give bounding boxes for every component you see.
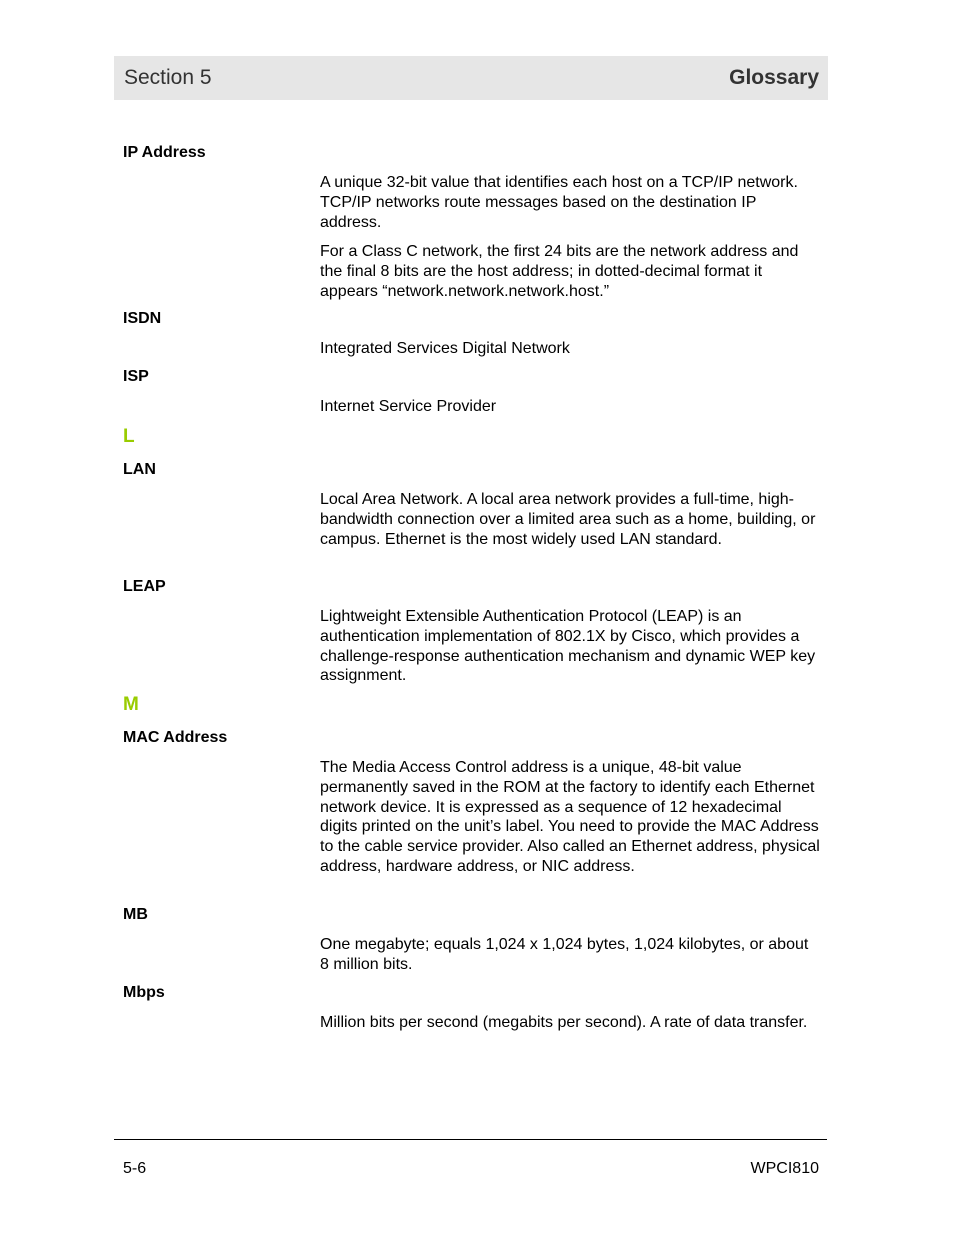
page-number: 5-6 — [123, 1160, 147, 1177]
section-letter: M — [123, 694, 139, 715]
section-label: Section 5 — [124, 66, 212, 89]
glossary-term: ISP — [123, 368, 149, 385]
glossary-term: MB — [123, 906, 148, 923]
page-header — [114, 56, 828, 100]
glossary-term: MAC Address — [123, 729, 228, 746]
page-title: Glossary — [729, 66, 819, 89]
glossary-definition: Million bits per second (megabits per second). A rate of data transfer. — [320, 1014, 808, 1031]
glossary-definition: For a Class C network, the first 24 bits are the network address and the final 8 bits are the host address; in dotted-decimal format it appears “network.network.network.host.” — [320, 243, 799, 300]
section-letter: L — [123, 426, 135, 447]
glossary-term: ISDN — [123, 310, 162, 327]
glossary-term: LEAP — [123, 578, 166, 595]
glossary-term: IP Address — [123, 144, 206, 161]
footer-divider — [114, 1139, 827, 1140]
glossary-term: Mbps — [123, 984, 165, 1001]
glossary-definition: Lightweight Extensible Authentication Protocol (LEAP) is an authentication implementation of 802.1X by Cisco, which provides a challenge-response authentication mechanism and dynamic WEP key assignment. — [320, 608, 816, 685]
glossary-definition: A unique 32-bit value that identifies each host on a TCP/IP network. TCP/IP networks route messages based on the destination IP address. — [320, 174, 798, 231]
glossary-definition: Integrated Services Digital Network — [320, 340, 570, 357]
glossary-definition: Local Area Network. A local area network provides a full-time, high-bandwidth connection over a limited area such as a home, building, or campus. Ethernet is the most widely used LAN standard. — [320, 491, 816, 548]
glossary-term: LAN — [123, 461, 156, 478]
glossary-definition: The Media Access Control address is a unique, 48-bit value permanently saved in the ROM at the factory to identify each Ethernet network device. It is expressed as a sequence of 12 hexadecimal digits printed on the unit’s label. You need to provide the MAC Address to the cable service provider. Also called an Ethernet address, physical address, hardware address, or NIC address. — [320, 759, 820, 875]
product-name: WPCI810 — [750, 1160, 819, 1177]
glossary-definition: One megabyte; equals 1,024 x 1,024 bytes, 1,024 kilobytes, or about 8 million bits. — [320, 936, 809, 973]
glossary-definition: Internet Service Provider — [320, 398, 497, 415]
